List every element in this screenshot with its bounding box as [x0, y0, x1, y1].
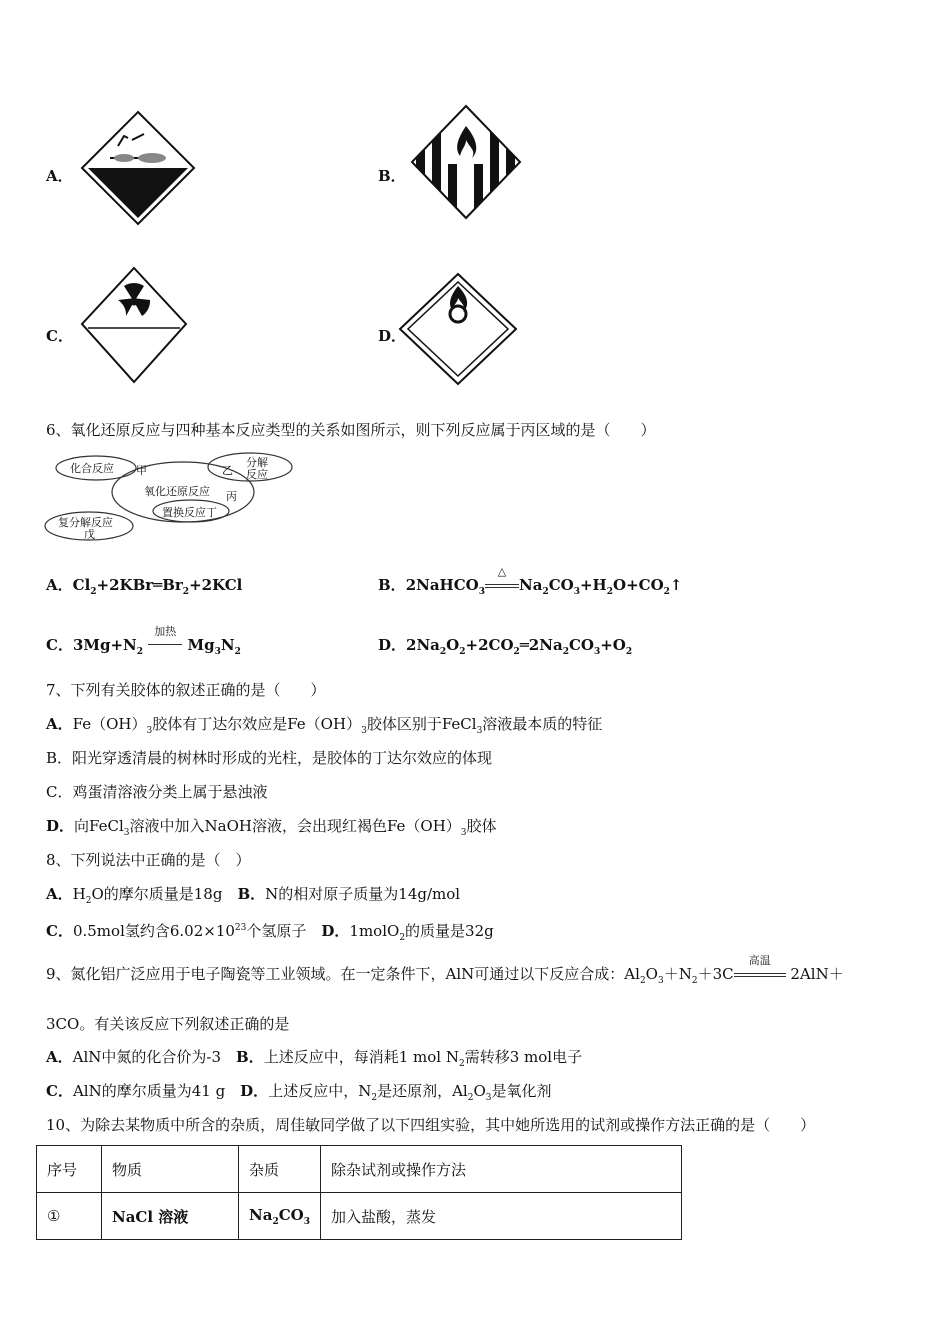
- impurity-table: [36, 1145, 682, 1240]
- q6-option-a: A．$Cl_2+2KBr═Br_2+2KCl$: [46, 576, 243, 597]
- q7-option-b: B．阳光穿透清晨的树林时形成的光柱，是胶体的丁达尔效应的体现: [46, 749, 493, 767]
- venn-fenjie-1: 分解: [246, 456, 268, 469]
- q6-option-d: D．$2Na_2O_2+2CO_2═2Na_2CO_3+O_2$: [378, 636, 633, 657]
- td-substance: NaCl 溶液: [102, 1193, 239, 1240]
- q9-options-cd: C．AlN的摩尔质量为41 g D．上述反应中，$N_2$是还原剂，$Al_2O_3$是氧化剂: [46, 1082, 552, 1103]
- td-no: ①: [37, 1193, 102, 1240]
- q9-cond-text: 高温: [748, 954, 771, 967]
- td-impurity: $Na_2CO_3$: [239, 1193, 321, 1240]
- q6-option-c: C．$3Mg+N_2$ 加热 $Mg_3N_2$: [46, 635, 241, 662]
- q6-option-b-label: B．: [378, 576, 406, 594]
- q9-stem-1: 9、氮化铝广泛应用于电子陶瓷等工业领域。在一定条件下，AlN可通过以下反应合成：$Al_2O_3+N_2+3C$ 高温 2AlN＋: [46, 964, 844, 991]
- venn-jia: 甲: [136, 464, 147, 477]
- q7-option-d: D．向FeCl$_3$溶液中加入NaOH溶液，会出现红褐色$Fe(OH)_3$胶体: [46, 817, 497, 838]
- q7-option-c: C．鸡蛋清溶液分类上属于悬浊液: [46, 783, 268, 801]
- venn-yanghua: 氧化还原反应: [144, 485, 210, 498]
- q9-condition: [734, 954, 786, 985]
- th-impurity: 杂质: [239, 1146, 321, 1193]
- sign-d-label: D．: [378, 327, 407, 345]
- sign-b-label: B．: [378, 167, 406, 185]
- q6-c-condition: [148, 625, 182, 656]
- q6-option-a-label: A．: [46, 576, 73, 594]
- venn-fenjie-2: 反应: [246, 468, 268, 481]
- td-method: 加入盐酸，蒸发: [320, 1193, 681, 1240]
- sign-c-label: C．: [46, 327, 73, 345]
- flammable-solid-sign-icon: [410, 104, 522, 220]
- venn-fufenjie-1: 复分解反应: [58, 516, 113, 529]
- q8-stem: 8、下列说法中正确的是（ ）: [46, 851, 251, 869]
- q6-stem: 6、氧化还原反应与四种基本反应类型的关系如图所示，则下列反应属于丙区域的是（ ）: [46, 421, 656, 439]
- q7-option-a: A．$Fe(OH)_3$胶体有丁达尔效应是$Fe(OH)_3$胶体区别于FeCl$_3$溶液最本质的特征: [46, 715, 603, 736]
- th-no: 序号: [37, 1146, 102, 1193]
- q6-option-d-label: D．: [378, 636, 407, 654]
- venn-diagram: [44, 452, 300, 542]
- q7-stem: 7、下列有关胶体的叙述正确的是（ ）: [46, 681, 326, 699]
- th-substance: 物质: [102, 1146, 239, 1193]
- q6-option-c-label: C．: [46, 636, 73, 654]
- q6-option-b: B．2NaHCO$_3$ △ $Na_2CO_3+H_2O+CO_2↑$: [378, 575, 682, 602]
- venn-yi: 乙: [222, 464, 233, 477]
- q6-b-delta: △: [497, 565, 507, 578]
- venn-huahe: 化合反应: [70, 462, 114, 475]
- table-header-row: [37, 1146, 682, 1193]
- q8-options-ab: A．$H_2O$的摩尔质量是18g B．N的相对原子质量为14g/mol: [46, 885, 461, 906]
- venn-fufenjie-2: 戊: [84, 528, 95, 541]
- sign-a-label: A．: [46, 167, 73, 185]
- oxidizer-sign-icon: [398, 272, 518, 386]
- q9-options-ab: A．AlN中氮的化合价为-3 B．上述反应中，每消耗1 mol $N_2$需转移3 mol电子: [46, 1048, 583, 1069]
- q9-stem-2: 3CO。有关该反应下列叙述正确的是: [46, 1015, 290, 1033]
- th-method: 除杂试剂或操作方法: [320, 1146, 681, 1193]
- q10-stem: 10、为除去某物质中所含的杂质，周佳敏同学做了以下四组实验，其中她所选用的试剂或操作方法正确的是（ ）: [46, 1116, 816, 1134]
- q6-b-condition: [485, 565, 519, 596]
- corrosive-sign-icon: [80, 110, 196, 226]
- venn-bing: 丙: [226, 490, 237, 503]
- radioactive-sign-icon: [80, 266, 188, 384]
- table-row: [37, 1193, 682, 1240]
- venn-zhihuan: 置换反应丁: [162, 506, 217, 519]
- q8-options-cd: C．0.5mol氢约含$6.02\times 10^{23}$个氢原子 D．1molO$_2$的质量是32g: [46, 922, 494, 943]
- q6-c-heat: 加热: [154, 625, 177, 638]
